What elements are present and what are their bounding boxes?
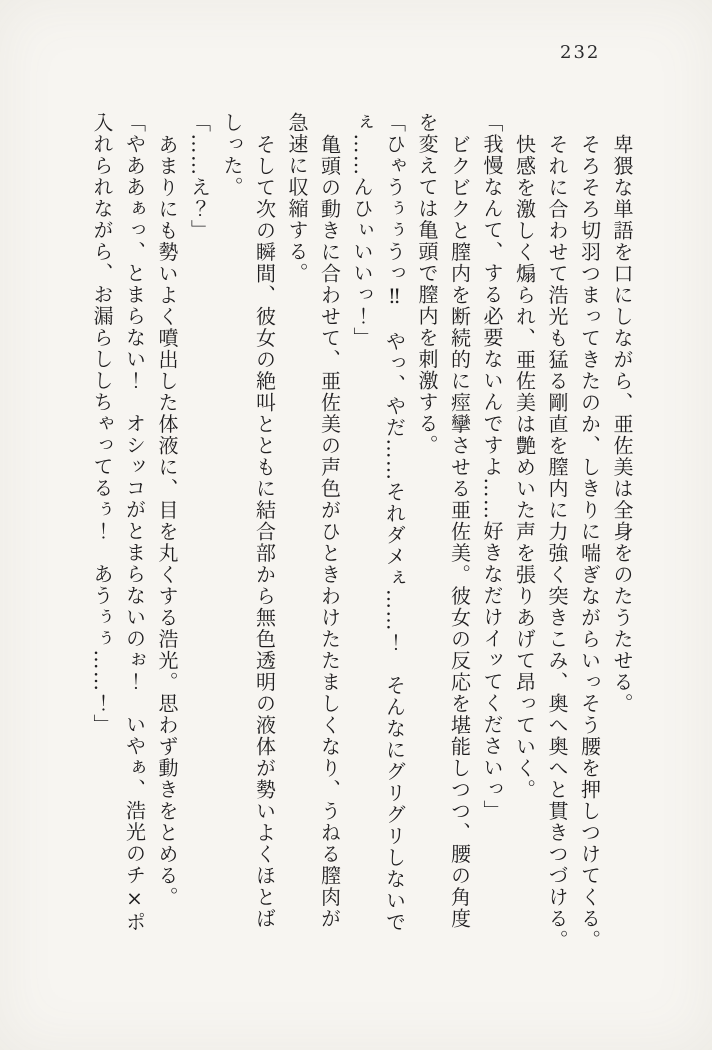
- text-line: 「我慢なんて、する必要ないんですよ……好きなだけイッてくださいっ」: [480, 112, 504, 822]
- text-line: 卑猥な単語を口にしながら、亜佐美は全身をのたうたせる。: [610, 133, 634, 714]
- text-line: ビクビクと膣内を断続的に痙攣させる亜佐美。彼女の反応を堪能しつつ、腰の角度: [447, 133, 472, 929]
- text-line: 入れられながら、お漏らししちゃってるぅ！ あうぅぅ……！」: [90, 112, 114, 736]
- text-line: あまりにも勢いよく噴出した体液に、目を丸くする浩光。思わず動きをとめる。: [155, 133, 179, 908]
- text-line: を変えては亀頭で膣内を刺激する。: [415, 112, 439, 456]
- text-line: そして次の瞬間、彼女の絶叫とともに結合部から無色透明の液体が勢いよくほとば: [252, 133, 277, 929]
- text-line: それに合わせて浩光も猛る剛直を膣内に力強く突きこみ、奥へ奥へと貫きつづける。: [545, 133, 569, 951]
- text-line: 亀頭の動きに合わせて、亜佐美の声色がひときわけたたましくなり、うねる膣肉が: [317, 133, 342, 929]
- text-line: 「ひゃうぅぅうっ‼ やっ、やだ……それダメぇ……！ そんなにグリグリしないで: [382, 112, 407, 933]
- vertical-text-block: [86, 112, 639, 992]
- text-line: しった。: [220, 112, 244, 198]
- page-number: 232: [560, 42, 601, 63]
- text-line: 「やああぁっ、とまらない！ オシッコがとまらないのぉ！ いやぁ、浩光のチ×ポ: [122, 112, 147, 933]
- text-line: 「……え？」: [187, 112, 212, 241]
- text-line: 急速に収縮する。: [285, 112, 309, 284]
- text-line: そろそろ切羽つまってきたのか、しきりに喘ぎながらいっそう腰を押しつけてくる。: [577, 133, 602, 951]
- text-line: ぇ……んひぃいいっ！」: [350, 112, 374, 349]
- text-line: 快感を激しく煽られ、亜佐美は艶めいた声を張りあげて昂っていく。: [512, 133, 537, 800]
